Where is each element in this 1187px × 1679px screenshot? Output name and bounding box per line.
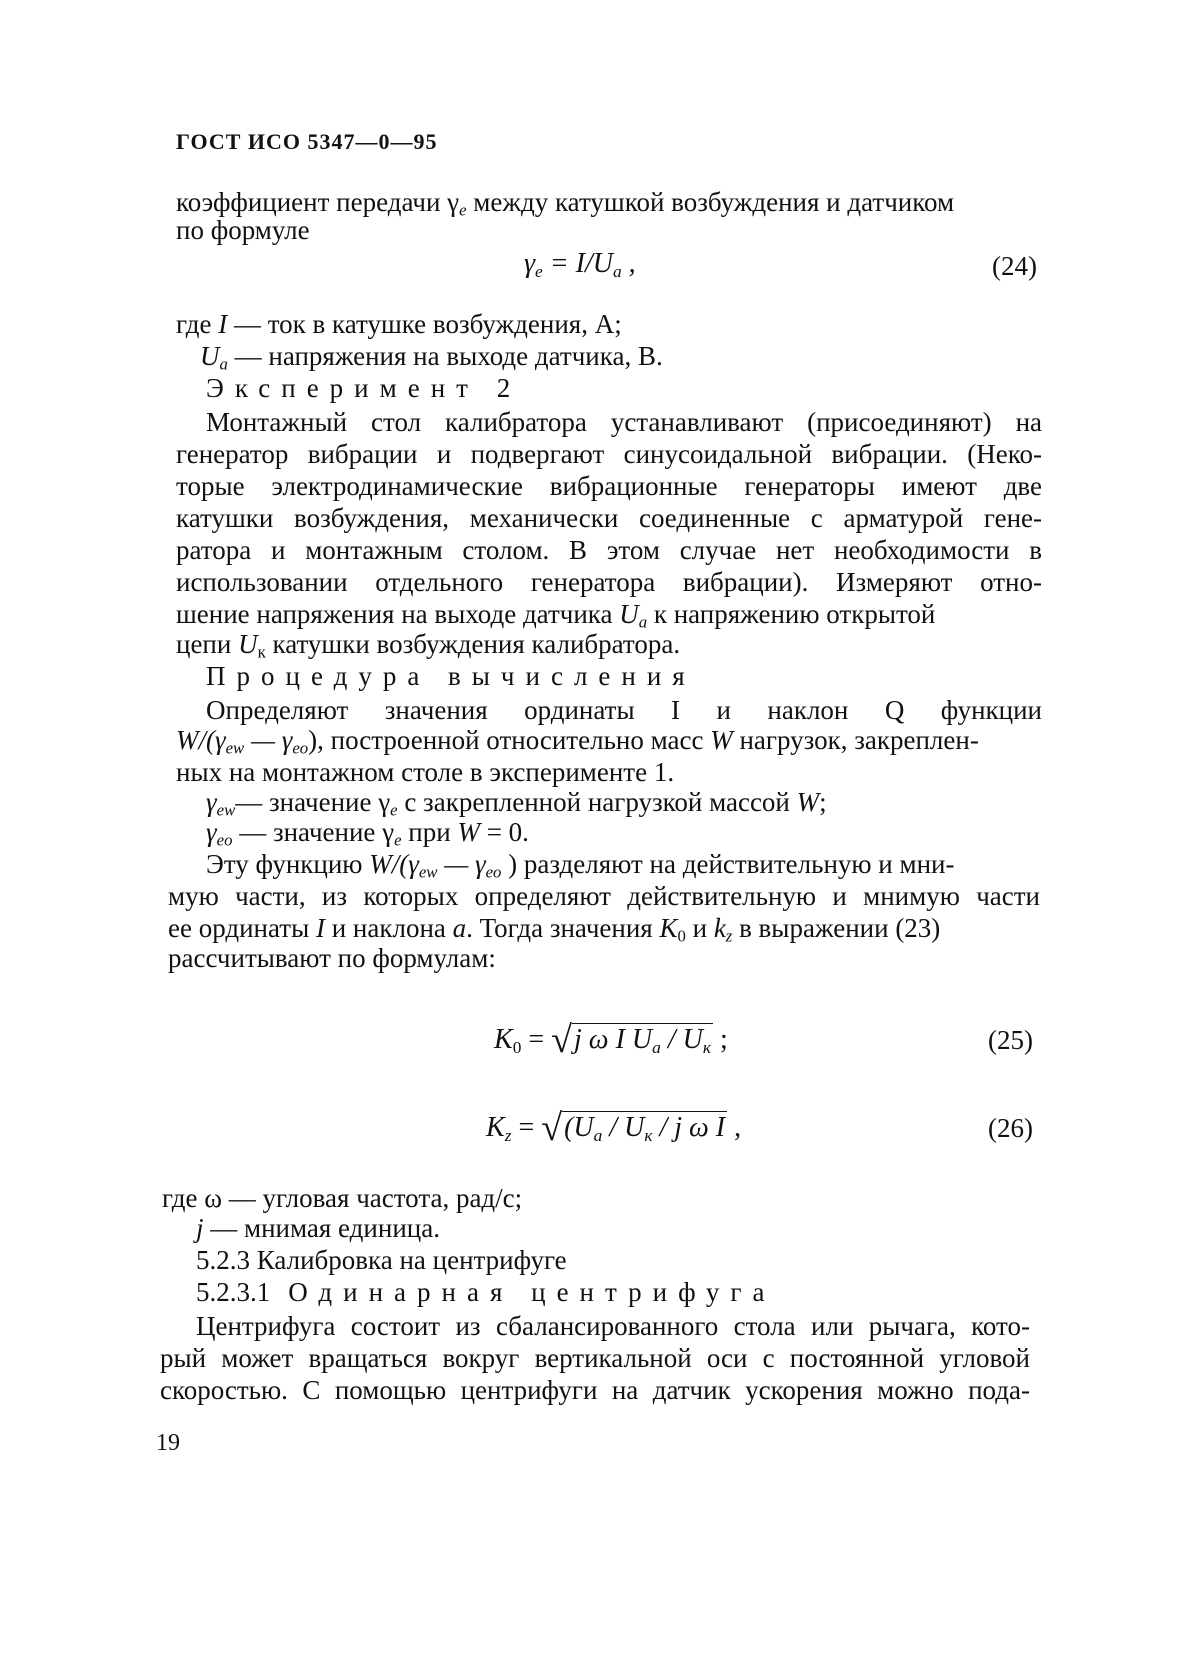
text-line: по формуле (176, 215, 310, 245)
paragraph-line: скоростью. С помощью центрифуги на датчик ускорения можно пода- (160, 1375, 1030, 1405)
procedure-heading: Процедура вычисления (206, 661, 696, 691)
paragraph-line: рый может вращаться вокруг вертикальной оси с постоянной угловой (160, 1343, 1030, 1373)
definition-line: $\gamma_{eo}$ — значение $\gamma_e$ при W = 0. (206, 817, 529, 850)
paragraph-line: ратора и монтажным столом. В этом случае нет необходимости в (176, 535, 1042, 565)
paragraph-line: катушки возбуждения, механически соединенные с арматурой гене- (176, 503, 1042, 533)
equation-number-25: (25) (988, 1025, 1033, 1055)
section-heading: 5.2.3 Калибровка на центрифуге (196, 1245, 567, 1275)
formula-24: $\gamma_e = I/U_a$ , (524, 248, 636, 281)
paragraph-line: рассчитывают по формулам: (168, 943, 496, 973)
paragraph-line: Определяют значения ординаты I и наклон Q функции (206, 695, 1042, 725)
definition-line: где ω — угловая частота, рад/с; (162, 1183, 523, 1213)
experiment-heading: Эксперимент 2 (206, 373, 522, 403)
formula-26: $K_z = √(U_a / U_к / j$ ω I , (486, 1107, 742, 1149)
paragraph-line: шение напряжения на выходе датчика $U_a$ к напряжению открытой (176, 599, 936, 632)
equation-number-24: (24) (992, 251, 1037, 281)
paragraph-line: Монтажный стол калибратора устанавливают (присоединяют) на (206, 407, 1042, 437)
formula-25: $K_0 = √j$ ω I $U_a / U_к$ ; (494, 1019, 728, 1061)
square-root: √j ω I $U_a / U_к$ (551, 1019, 711, 1061)
paragraph-line: цепи $U_к$ катушки возбуждения калибратора. (176, 629, 681, 662)
page-number: 19 (156, 1430, 180, 1456)
paragraph-line: торые электродинамические вибрационные генераторы имеют две (176, 471, 1042, 501)
equation-number-26: (26) (988, 1113, 1033, 1143)
definition-line: j — мнимая единица. (196, 1213, 440, 1243)
subsection-heading: 5.2.3.1 Одинарная центрифуга (196, 1277, 776, 1307)
text-line: коэффициент передачи $\gamma_e$ между катушкой возбуждения и датчиком (176, 187, 955, 220)
square-root: $√(U_a / U_к$ / j ω I (541, 1107, 726, 1149)
paragraph-line: использовании отдельного генератора вибрации). Измеряют отно- (176, 567, 1042, 597)
paragraph-line: Эту функцию $W/(\gamma_{ew}$ — $\gamma_{eo}$ ) разделяют на действительную и мни- (206, 849, 955, 882)
definition-line: $U_a$ — напряжения на выходе датчика, В. (200, 341, 663, 374)
definition-line: где I — ток в катушке возбуждения, А; (176, 309, 622, 339)
paragraph-line: ее ординаты I и наклона a. Тогда значения $K_0$ и $k_z$ в выражении (23) (168, 913, 941, 946)
paragraph-line: $W/(\gamma_{ew}$ — $\gamma_{eo}$), построенной относительно масс W нагрузок, закреплен- (176, 725, 979, 758)
paragraph-line: мую части, из которых определяют действительную и мнимую части (168, 881, 1040, 911)
definition-line: $\gamma_{ew}—$ значение $\gamma_e$ с закрепленной нагрузкой массой W; (206, 787, 827, 820)
paragraph-line: генератор вибрации и подвергают синусоидальной вибрации. (Неко- (176, 439, 1042, 469)
document-header: ГОСТ ИСО 5347—0—95 (176, 129, 438, 154)
paragraph-line: Центрифуга состоит из сбалансированного стола или рычага, кото- (196, 1311, 1030, 1341)
paragraph-line: ных на монтажном столе в эксперименте 1. (176, 757, 675, 787)
